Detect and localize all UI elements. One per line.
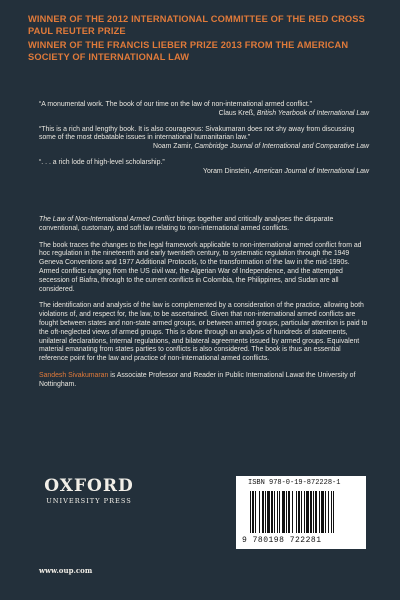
barcode-digits: 9 780198 722281 (242, 536, 322, 545)
prize-lieber: WINNER OF THE FRANCIS LIEBER PRIZE 2013 FROM THE AMERICAN SOCIETY OF INTERNATIONAL LAW (28, 40, 349, 62)
quote-attribution (39, 143, 369, 152)
book-description (39, 216, 371, 398)
author-bio-text: is Associate Professor and Reader in Public International Lawat the University of Nottingham. (39, 371, 356, 388)
quote-text: “A monumental work. The book of our time on the law of non-international armed conflict.” (39, 101, 312, 108)
review-quote (39, 126, 369, 152)
isbn-label: ISBN 978-0-19-872228-1 (248, 479, 341, 487)
book-title: The Law of Non-International Armed Conflict (39, 216, 175, 223)
quote-author: Noam Zamir, (152, 143, 193, 151)
quote-text: “. . . a rich lode of high-level scholarship.” (39, 158, 165, 166)
description-paragraph-2: The book traces the changes to the legal framework applicable to non-international armed conflict from ad hoc regulation in the nineteenth and early twentieth century, to systematic regulation through the 1949 Geneva Conventions and 1977 Additional Protocols, to the transformation of the law in the mid-1990s. Armed conflicts ranging from the US civil war, the Algerian War of Independence, and the attempted secession of Biafra, through to the current conflicts in Colombia, the Philippines, and Sudan are all considered. (39, 241, 362, 293)
quote-author: Yoram Dinstein, (203, 167, 252, 175)
publisher-url: www.oup.com (39, 566, 93, 575)
barcode-icon (250, 491, 358, 533)
quote-source: Cambridge Journal of International and Comparative Law (194, 143, 369, 151)
quote-attribution (39, 110, 369, 119)
quote-text: “This is a rich and lengthy book. It is also courageous: Sivakumaran does not shy away from discussing some of the most debatable issues in international humanitarian law.” (39, 125, 355, 142)
review-quote (39, 159, 369, 177)
barcode-panel (236, 476, 366, 549)
review-quote (39, 101, 369, 119)
prize-list (28, 14, 378, 66)
quote-source: American Journal of International Law (253, 167, 369, 175)
quote-attribution (39, 168, 369, 177)
author-bio (39, 372, 371, 390)
publisher-name: OXFORD (44, 476, 134, 496)
publisher-press: UNIVERSITY PRESS (46, 497, 132, 505)
paragraph-1-text: brings together and critically analyses the disparate conventional, customary, and soft law relating to non-international armed conflicts. (39, 216, 334, 232)
quote-source: British Yearbook of International Law (256, 109, 369, 117)
author-name: Sandesh Sivakumaran (39, 371, 109, 379)
review-quotes (39, 101, 369, 184)
publisher-logo (44, 476, 134, 505)
description-paragraph-3: The identification and analysis of the law is complemented by a consideration of the practice, allowing both violations of, and respect for, the law, to be ascertained. Given that non-international armed conflicts are fought between states and non-state armed groups, or between armed groups, particular attention is paid to the oft-neglected views of armed groups. This is done through an analysis of hundreds of statements, unilateral declarations, internal regulations, and bilateral agreements issued by armed groups. Equivalent material emanating from states parties to conflicts is also considered. The book is thus an essential reference point for the law and practice of non-international armed conflicts. (39, 302, 368, 363)
prize-icrc: WINNER OF THE 2012 INTERNATIONAL COMMITTEE OF THE RED CROSS PAUL REUTER PRIZE (28, 14, 366, 36)
quote-author: Claus Kreß, (218, 109, 255, 117)
cover-footer (0, 470, 400, 600)
description-paragraph-1 (39, 216, 371, 234)
